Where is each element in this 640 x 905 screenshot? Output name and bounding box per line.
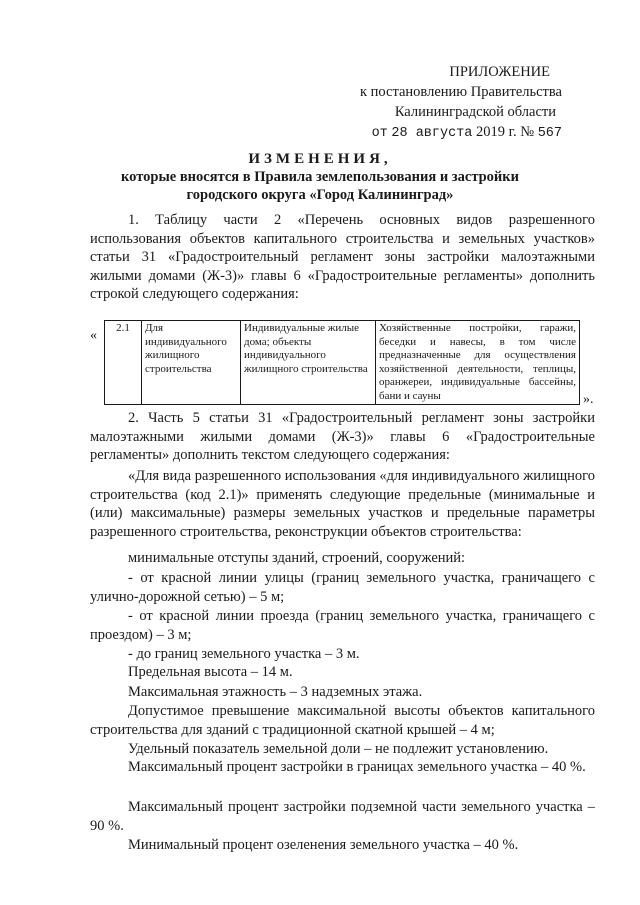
title-line-3: городского округа «Город Калининград» xyxy=(186,187,454,203)
land-share: Удельный показатель земельной доли – не подлежит установлению. xyxy=(128,741,549,757)
insert-row-table xyxy=(104,320,580,405)
item-1-paragraph: 1. Таблицу части 2 «Перечень основных видов разрешенного использования объектов капитального строительства и земельных участков» статьи 31 «Градостроительный регламент зоны застройки малоэтажными жилыми домами (Ж-3)» главы 6 «Градостроительные регламенты» дополнить строкой следующего содержания: xyxy=(90,212,595,302)
underground-percent: Максимальный процент застройки подземной части земельного участка – 90 %. xyxy=(90,799,595,834)
cell-objects: Индивидуальные жилые дома; объекты индивидуального жилищного строительства xyxy=(241,321,376,405)
appendix-header xyxy=(360,62,562,144)
appendix-region: Калининградской области xyxy=(394,104,556,120)
cell-auxiliary: Хозяйственные постройки, гаражи, беседки и навесы, в том числе предназначенные для осуществления хозяйственной деятельности, теплицы, оранжереи, индивидуальные бассейны, бани и сауны xyxy=(376,321,580,405)
setback-driveway: - от красной линии проезда (границ земельного участка, граничащего с проездом) – 3 м; xyxy=(90,608,595,643)
title-line-2: которые вносятся в Правила землепользования и застройки xyxy=(121,169,519,185)
appendix-resolution: к постановлению Правительства xyxy=(360,84,562,100)
appendix-date-line xyxy=(360,122,562,144)
date-year: 2019 г. xyxy=(476,124,517,140)
build-percent: Максимальный процент застройки в границах земельного участка – 40 %. xyxy=(128,759,586,775)
green-percent: Минимальный процент озеленения земельного участка – 40 %. xyxy=(128,837,519,853)
title-heading: ИЗМЕНЕНИЯ, xyxy=(248,151,392,167)
cell-use-name: Для индивидуального жилищного строительства xyxy=(142,321,241,405)
resolution-number: 567 xyxy=(537,126,562,141)
date-prefix: от xyxy=(371,126,388,141)
max-floors: Максимальная этажность – 3 надземных этажа. xyxy=(128,684,423,700)
setback-boundary: - до границ земельного участка – 3 м. xyxy=(128,646,360,662)
quote-paragraph: «Для вида разрешенного использования «для индивидуального жилищного строительства (код 2.1)» применять следующие предельные (минимальные и (или) максимальные) размеры земельных участков и предельные параметры разрешенного строительства, реконструкции объектов строительства: xyxy=(90,468,595,540)
cell-code: 2.1 xyxy=(105,321,142,405)
max-height: Предельная высота – 14 м. xyxy=(128,664,293,680)
quote-close: ». xyxy=(583,392,594,407)
height-excess: Допустимое превышение максимальной высоты объектов капитального строительства для зданий с традиционной скатной крышей – 4 м; xyxy=(90,703,595,738)
quote-open: « xyxy=(90,328,97,343)
setback-street: - от красной линии улицы (границ земельного участка, граничащего с улично-дорожной сетью) – 5 м; xyxy=(90,570,595,605)
table-row xyxy=(105,321,580,405)
number-sign: № xyxy=(520,124,535,140)
date-day-month: 28 августа xyxy=(391,126,473,141)
appendix-title: ПРИЛОЖЕНИЕ xyxy=(449,64,550,80)
item-2-paragraph: 2. Часть 5 статьи 31 «Градостроительный регламент зоны застройки малоэтажными жилыми домами (Ж-3)» главы 6 «Градостроительные регламенты» дополнить текстом следующего содержания: xyxy=(90,410,595,463)
document-title xyxy=(0,150,640,204)
setbacks-intro: минимальные отступы зданий, строений, сооружений: xyxy=(128,550,466,566)
